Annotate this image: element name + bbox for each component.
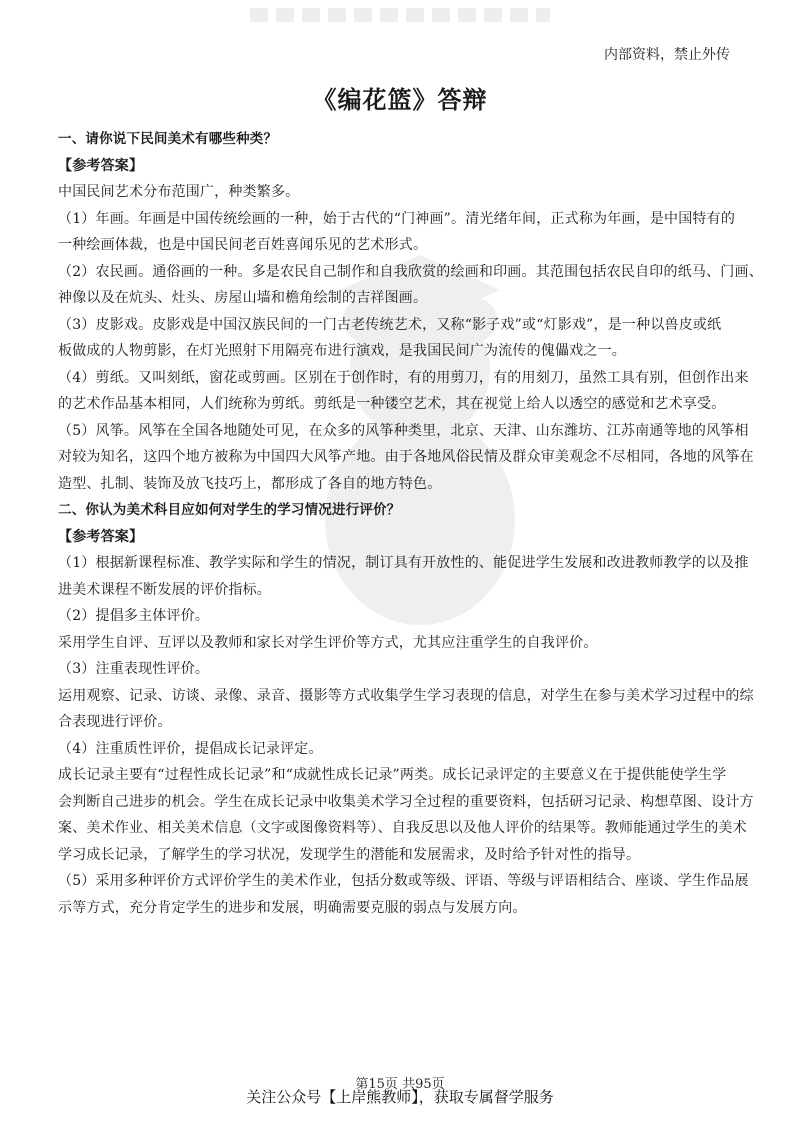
document-body	[58, 126, 763, 921]
paragraph-line: 学习成长记录，了解学生的学习状况，发现学生的潜能和发展需求，及时给予针对性的指导。	[58, 846, 641, 863]
paragraph-line: （2）农民画。通俗画的一种。多是农民自己制作和自我欣赏的绘画和印画。其范围包括农民自印的纸马、门画、	[58, 263, 763, 280]
paragraph-line: 进美术课程不断发展的评价指标。	[58, 581, 271, 598]
paragraph-line: 合表现进行评价。	[58, 714, 172, 730]
paragraph-line: 的艺术作品基本相同，人们统称为剪纸。剪纸是一种镂空艺术，其在视觉上给人以透空的感觉和艺术享受。	[58, 396, 726, 412]
header-note: 内部资料，禁止外传	[604, 47, 730, 63]
footer-note: 关注公众号【上岸熊教师】，获取专属督学服务	[246, 1088, 554, 1106]
paragraph-line: （5）采用多种评价方式评价学生的美术作业，包括分数或等级、评语、等级与评语相结合、座谈、学生作品展	[58, 873, 749, 889]
paragraph-line: 会判断自己进步的机会。学生在成长记录中收集美术学习全过程的重要资料，包括研习记录、构想草图、设计方	[58, 793, 754, 810]
paragraph-line: 对较为知名，这四个地方被称为中国四大风筝产地。由于各地风俗民情及群众审美观念不尽相同，各地的风筝在	[58, 449, 754, 465]
question-1: 一、请你说下民间美术有哪些种类？	[58, 131, 278, 147]
paragraph-line: （4）剪纸。又叫刻纸，窗花或剪画。区别在于创作时，有的用剪刀，有的用刻刀，虽然工具有别，但创作出来	[58, 369, 749, 386]
question-2: 二、你认为美术科目应如何对学生的学习情况进行评价？	[58, 502, 401, 518]
paragraph-line: 造型、扎制、装饰及放飞技巧上，都形成了各自的地方特色。	[58, 475, 442, 492]
paragraph-line: 运用观察、记录、访谈、录像、录音、摄影等方式收集学生学习表现的信息，对学生在参与美术学习过程中的综	[58, 687, 754, 704]
paragraph-line: 成长记录主要有“过程性成长记录”和“成就性成长记录”两类。成长记录评定的主要意义在于提供能使学生学	[58, 767, 727, 783]
paragraph-line: （1）年画。年画是中国传统绘画的一种，始于古代的“门神画”。清光绪年间，正式称为年画，是中国特有的	[58, 210, 736, 227]
page-number: 第15页 共95页	[355, 1077, 445, 1092]
paragraph-line: 板做成的人物剪影，在灯光照射下用隔亮布进行演戏，是我国民间广为流传的傀儡戏之一。	[58, 343, 626, 359]
paragraph-line: 一种绘画体裁，也是中国民间老百姓喜闻乐见的艺术形式。	[58, 237, 428, 253]
paragraph-line: （4）注重质性评价，提倡成长记录评定。	[58, 740, 323, 757]
paragraph-line: 神像以及在炕头、灶头、房屋山墙和檐角绘制的吉祥图画。	[58, 290, 428, 306]
paragraph-line: （2）提倡多主体评价。	[58, 608, 210, 624]
paragraph-line: （5）风筝。风筝在全国各地随处可见，在众多的风筝种类里，北京、天津、山东潍坊、江苏南通等地的风筝相	[58, 422, 749, 439]
page-title: 《编花篮》答辩	[312, 85, 488, 114]
paragraph-line: 采用学生自评、互评以及教师和家长对学生评价等方式，尤其应注重学生的自我评价。	[58, 634, 598, 651]
answer-label-1: 【参考答案】	[58, 157, 144, 174]
paragraph-line: （3）皮影戏。皮影戏是中国汉族民间的一门古老传统艺术，又称“影子戏”或“灯影戏”，是一种以兽皮或纸	[58, 316, 722, 333]
paragraph-line: （1）根据新课程标准、教学实际和学生的情况，制订具有开放性的、能促进学生发展和改进教师教学的以及推	[58, 555, 749, 571]
paragraph-line: （3）注重表现性评价。	[58, 661, 210, 677]
answer-label-2: 【参考答案】	[58, 528, 144, 545]
paragraph-line: 案、美术作业、相关美术信息（文字或图像资料等）、自我反思以及他人评价的结果等。教师能通过学生的美术	[58, 820, 747, 836]
top-watermark-strip	[250, 8, 550, 22]
paragraph-line: 示等方式，充分肯定学生的进步和发展，明确需要克服的弱点与发展方向。	[58, 899, 527, 916]
paragraph-line: 中国民间艺术分布范围广，种类繁多。	[58, 184, 300, 200]
